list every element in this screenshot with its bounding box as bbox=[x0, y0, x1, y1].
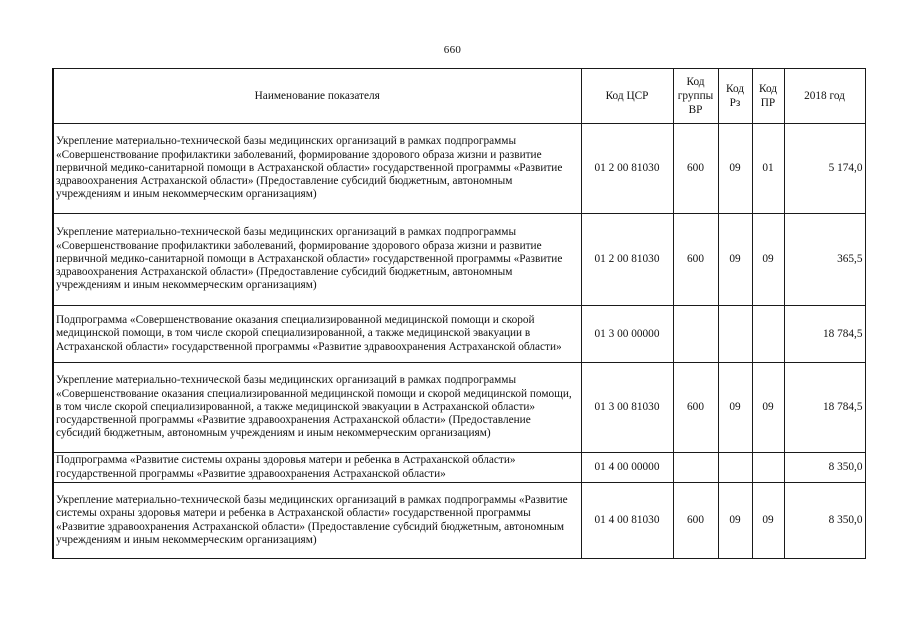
row-vr: 600 bbox=[673, 214, 718, 306]
page-number: 660 bbox=[443, 44, 462, 56]
row-vr bbox=[673, 306, 718, 363]
row-amount: 5 174,0 bbox=[784, 124, 865, 214]
row-vr: 600 bbox=[673, 483, 718, 559]
row-amount: 18 784,5 bbox=[784, 363, 865, 453]
header-ccsr: Код ЦСР bbox=[581, 69, 673, 124]
row-amount: 8 350,0 bbox=[784, 453, 865, 483]
row-vr: 600 bbox=[673, 363, 718, 453]
table-row bbox=[53, 363, 865, 453]
row-ccsr: 01 3 00 81030 bbox=[581, 363, 673, 453]
row-ccsr: 01 2 00 81030 bbox=[581, 124, 673, 214]
row-rz bbox=[718, 453, 752, 483]
row-ccsr: 01 2 00 81030 bbox=[581, 214, 673, 306]
row-vr: 600 bbox=[673, 124, 718, 214]
table-body bbox=[53, 124, 865, 559]
row-amount: 365,5 bbox=[784, 214, 865, 306]
header-name: Наименование показателя bbox=[53, 69, 581, 124]
row-rz: 09 bbox=[718, 483, 752, 559]
row-ccsr: 01 3 00 00000 bbox=[581, 306, 673, 363]
row-pr: 09 bbox=[752, 363, 784, 453]
table-row bbox=[53, 306, 865, 363]
row-ccsr: 01 4 00 00000 bbox=[581, 453, 673, 483]
row-pr: 01 bbox=[752, 124, 784, 214]
row-name: Подпрограмма «Совершенствование оказания специализированной медицинской помощи и скорой медицинской помощи, в том числе скорой специализированной, а также медицинской эвакуации в Астраханской области» государственной программы «Развитие здравоохранения Астраханской области» bbox=[53, 306, 581, 363]
row-rz bbox=[718, 306, 752, 363]
row-pr bbox=[752, 306, 784, 363]
row-name: Укрепление материально-технической базы медицинских организаций в рамках подпрограммы «Развитие системы охраны здоровья матери и ребенка в Астраханской области» государственной программы «Развитие здравоохранения Астраханской области» (Предоставление субсидий бюджетным, автономным учреждениям и иным некоммерческим организациям) bbox=[53, 483, 581, 559]
row-pr: 09 bbox=[752, 214, 784, 306]
row-ccsr: 01 4 00 81030 bbox=[581, 483, 673, 559]
table-row bbox=[53, 214, 865, 306]
row-name: Укрепление материально-технической базы медицинских организаций в рамках подпрограммы «Совершенствование профилактики заболеваний, формирование здорового образа жизни и развитие первичной медико-санитарной помощи в Астраханской области» государственной программы «Развитие здравоохранения Астраханской области» (Предоставление субсидий бюджетным, автономным учреждениям и иным некоммерческим организациям) bbox=[53, 214, 581, 306]
table-header bbox=[53, 69, 865, 124]
header-amount: 2018 год bbox=[784, 69, 865, 124]
header-pr: Код ПР bbox=[752, 69, 784, 124]
row-amount: 8 350,0 bbox=[784, 483, 865, 559]
row-name: Укрепление материально-технической базы медицинских организаций в рамках подпрограммы «Совершенствование оказания специализированной медицинской помощи и скорой медицинской помощи, в том числе скорой специализированной, а также медицинской эвакуации в Астраханской области» государственной программы «Развитие здравоохранения Астраханской области» (Предоставление субсидий бюджетным, автономным учреждениям и иным некоммерческим организациям) bbox=[53, 363, 581, 453]
header-vr: Код группы ВР bbox=[673, 69, 718, 124]
row-pr bbox=[752, 453, 784, 483]
budget-table bbox=[52, 68, 866, 559]
row-pr: 09 bbox=[752, 483, 784, 559]
row-name: Укрепление материально-технической базы медицинских организаций в рамках подпрограммы «Совершенствование профилактики заболеваний, формирование здорового образа жизни и развитие первичной медико-санитарной помощи в Астраханской области» государственной программы «Развитие здравоохранения Астраханской области» (Предоставление субсидий бюджетным, автономным учреждениям и иным некоммерческим организациям) bbox=[53, 124, 581, 214]
row-rz: 09 bbox=[718, 124, 752, 214]
row-amount: 18 784,5 bbox=[784, 306, 865, 363]
table-row bbox=[53, 483, 865, 559]
row-rz: 09 bbox=[718, 214, 752, 306]
row-rz: 09 bbox=[718, 363, 752, 453]
header-row bbox=[53, 69, 865, 124]
table-row bbox=[53, 453, 865, 483]
row-vr bbox=[673, 453, 718, 483]
table-row bbox=[53, 124, 865, 214]
row-name: Подпрограмма «Развитие системы охраны здоровья матери и ребенка в Астраханской области» государственной программы «Развитие здравоохранения Астраханской области» bbox=[53, 453, 581, 483]
header-rz: Код Рз bbox=[718, 69, 752, 124]
